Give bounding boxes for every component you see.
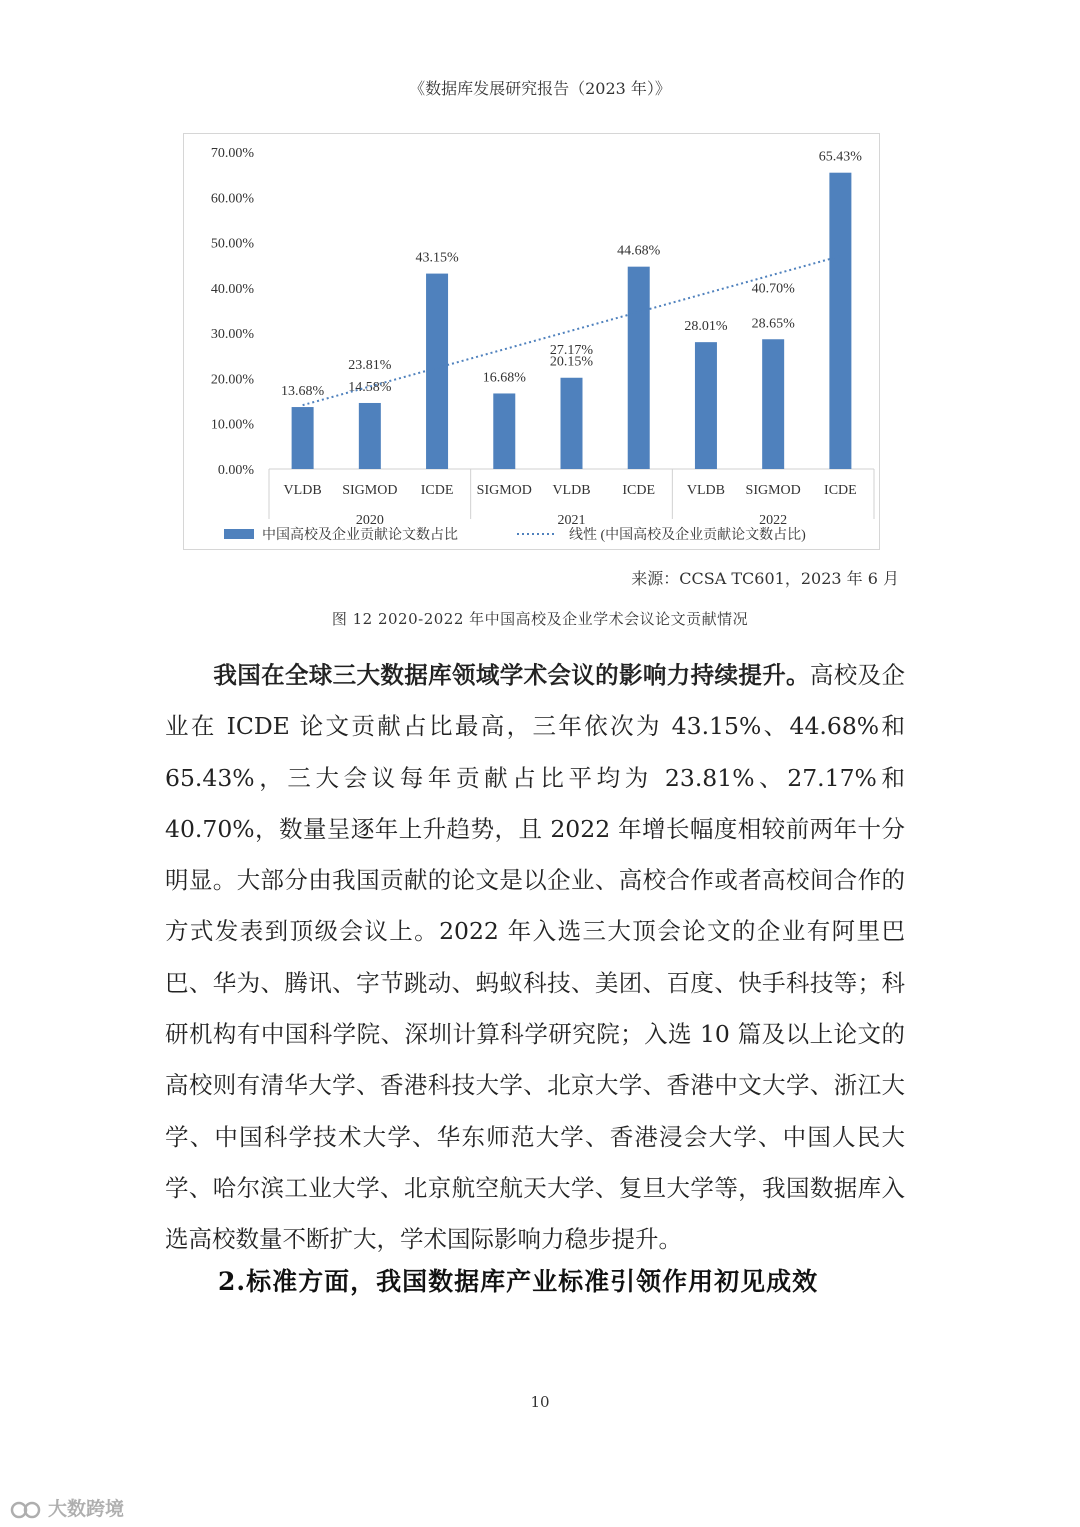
bar bbox=[493, 393, 515, 469]
bar bbox=[426, 274, 448, 469]
x-tick-label: SIGMOD bbox=[745, 483, 801, 498]
bar-value-label: 13.68% bbox=[281, 384, 325, 400]
legend-label-trend: 线性 (中国高校及企业贡献论文数占比) bbox=[569, 528, 806, 543]
bar bbox=[762, 339, 784, 469]
figure-caption: 图 12 2020-2022 年中国高校及企业学术会议论文贡献情况 bbox=[331, 610, 749, 628]
watermark-text: 大数跨境 bbox=[48, 1498, 125, 1520]
x-tick-label: ICDE bbox=[622, 483, 656, 498]
bar bbox=[695, 342, 717, 469]
bar-chart bbox=[183, 133, 880, 550]
group-year-label: 2022 bbox=[759, 513, 788, 528]
group-average-label: 23.81% bbox=[348, 358, 392, 374]
group-average-label: 40.70% bbox=[751, 281, 795, 297]
bar bbox=[359, 403, 381, 469]
x-tick-label: SIGMOD bbox=[476, 483, 532, 498]
bar-value-label: 28.65% bbox=[751, 316, 795, 332]
watermark-logo-icon bbox=[10, 1499, 44, 1521]
bar-value-label: 43.15% bbox=[415, 250, 459, 266]
bar bbox=[292, 407, 314, 469]
y-tick-label: 30.00% bbox=[210, 327, 254, 343]
y-tick-label: 0.00% bbox=[217, 463, 254, 478]
y-tick-label: 70.00% bbox=[210, 146, 254, 161]
legend-label-bar: 中国高校及企业贡献论文数占比 bbox=[262, 528, 458, 543]
x-tick-label: VLDB bbox=[552, 483, 591, 498]
x-tick-label: SIGMOD bbox=[342, 483, 398, 498]
y-tick-label: 50.00% bbox=[210, 236, 254, 252]
bar-value-label: 44.68% bbox=[617, 243, 661, 259]
y-tick-label: 10.00% bbox=[210, 417, 254, 433]
bar bbox=[829, 173, 851, 469]
paragraph-lead: 我国在全球三大数据库领域学术会议的影响力持续提升。 bbox=[213, 661, 810, 689]
bar bbox=[628, 267, 650, 469]
x-tick-label: VLDB bbox=[686, 483, 726, 498]
y-tick-label: 20.00% bbox=[210, 372, 254, 388]
bar bbox=[561, 378, 583, 469]
page-number: 10 bbox=[530, 1393, 550, 1411]
page-header: 《数据库发展研究报告（2023 年）》 bbox=[409, 79, 671, 98]
chart-svg bbox=[184, 134, 879, 549]
bar-value-label: 16.68% bbox=[482, 370, 526, 386]
section-heading: 2.标准方面，我国数据库产业标准引领作用初见成效 bbox=[218, 1267, 819, 1296]
x-tick-label: VLDB bbox=[283, 483, 322, 498]
watermark bbox=[10, 1494, 124, 1521]
group-year-label: 2020 bbox=[355, 513, 384, 528]
y-tick-label: 40.00% bbox=[210, 281, 254, 297]
bar-value-label: 20.15% bbox=[549, 354, 594, 370]
chart-source: 来源：CCSA TC601，2023 年 6 月 bbox=[631, 569, 899, 588]
group-average-label: 27.17% bbox=[549, 342, 594, 358]
bar-value-label: 28.01% bbox=[684, 319, 728, 335]
group-year-label: 2021 bbox=[557, 513, 586, 528]
x-tick-label: ICDE bbox=[420, 483, 454, 498]
x-tick-label: ICDE bbox=[824, 483, 857, 498]
paragraph-body: 高校及企业在 ICDE 论文贡献占比最高，三年依次为 43.15%、44.68%和 65.43%，三大会议每年贡献占比平均为 23.81%、27.17%和 40.70%，数量呈逐年上升趋势，且 2022 年增长幅度相较前两年十分明显。大部分由我国贡献的论文是以企业、高校合作或者高校间合作的方式发表到顶级会议上。2022 年入选三大顶会论文的企业有阿里巴巴、华为、腾讯、字节跳动、蚂蚁科技、美团、百度、快手科技等；科研机构有中国科学院、深圳计算科学研究院；入选 10 篇及以上论文的高校则有清华大学、香港科技大学、北京大学、香港中文大学、浙江大学、中国科学技术大学、华东师范大学、香港浸会大学、中国人民大学、哈尔滨工业大学、北京航空航天大学、复旦大学等，我国数据库入选高校数量不断扩大，学术国际影响力稳步提升。 bbox=[165, 661, 906, 1254]
body-paragraph bbox=[165, 650, 905, 1266]
legend-swatch-bar bbox=[224, 529, 254, 539]
bar-value-label: 14.58% bbox=[348, 379, 392, 395]
bar-value-label: 65.43% bbox=[818, 149, 862, 165]
y-tick-label: 60.00% bbox=[210, 191, 254, 207]
